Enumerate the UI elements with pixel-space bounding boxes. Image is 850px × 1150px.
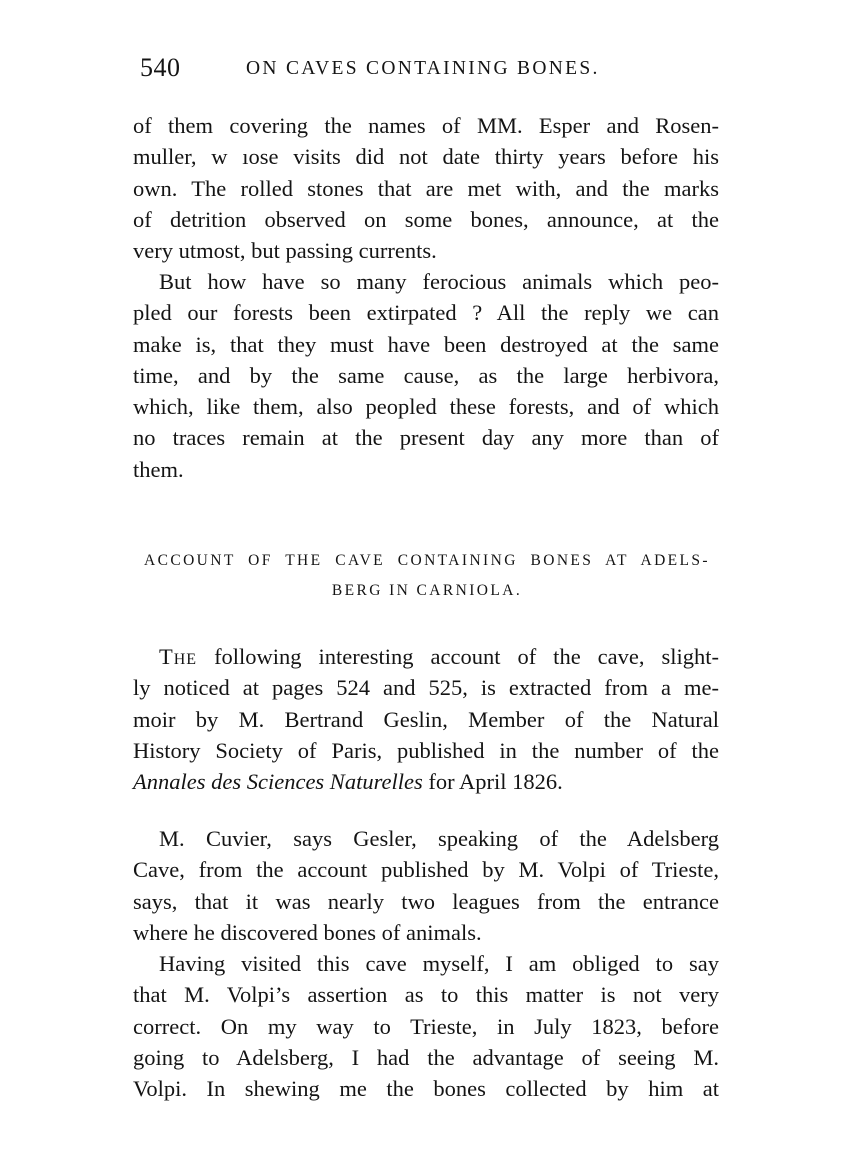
text-line: Having visited this cave myself, I am obliged to say xyxy=(159,951,719,976)
lead-word: The xyxy=(159,644,198,669)
paragraph-2 xyxy=(133,266,719,485)
text-line: own. The rolled stones that are met with, and the marks xyxy=(133,175,719,201)
text-line: them. xyxy=(133,456,184,482)
text-line: Volpi. In shewing me the bones collected by him at xyxy=(133,1076,719,1102)
journal-title: Annales des Sciences Naturelles xyxy=(133,769,423,795)
text-line: no traces remain at the present day any more than of xyxy=(133,425,719,451)
paragraph-3 xyxy=(133,641,719,797)
text-line: says, that it was nearly two leagues from the entrance xyxy=(133,888,719,914)
text-line: where he discovered bones of animals. xyxy=(133,919,482,945)
text-line: of detrition observed on some bones, announce, at the xyxy=(133,206,719,232)
paragraph-4 xyxy=(133,823,719,948)
text-line xyxy=(133,641,719,672)
text-line: make is, that they must have been destroyed at the same xyxy=(133,331,719,357)
text-line: moir by M. Bertrand Geslin, Member of the Natural xyxy=(133,706,719,732)
text-line: which, like them, also peopled these forests, and of which xyxy=(133,394,719,420)
text-line: time, and by the same cause, as the large herbivora, xyxy=(133,362,719,388)
section-heading xyxy=(144,546,710,606)
paragraph-5 xyxy=(133,948,719,1104)
section-heading-line-2: BERG IN CARNIOLA. xyxy=(331,582,523,599)
text-line: Cave, from the account published by M. Volpi of Trieste, xyxy=(133,857,719,883)
text-line: of them covering the names of MM. Esper and Rosen- xyxy=(133,113,719,138)
page-number: 540 xyxy=(140,53,181,82)
text-line: But how have so many ferocious animals which peo- xyxy=(159,269,719,294)
text-fragment: for April 1826. xyxy=(422,769,563,795)
text-line: History Society of Paris, published in the number of the xyxy=(133,737,719,763)
text-fragment: following interesting account of the cave, slight- xyxy=(197,644,719,669)
running-head: ON CAVES CONTAINING BONES. xyxy=(246,58,600,79)
section-heading-line-1: ACCOUNT OF THE CAVE CONTAINING BONES AT ADELS- xyxy=(144,552,710,569)
paragraph-1 xyxy=(133,110,719,266)
text-line: pled our forests been extirpated ? All the reply we can xyxy=(133,300,719,326)
text-line: very utmost, but passing currents. xyxy=(133,238,437,264)
text-line: ly noticed at pages 524 and 525, is extracted from a me- xyxy=(133,675,719,701)
text-line: M. Cuvier, says Gesler, speaking of the Adelsberg xyxy=(159,826,719,851)
text-line: going to Adelsberg, I had the advantage of seeing M. xyxy=(133,1044,719,1070)
page-header xyxy=(136,52,718,84)
text-line: muller, w ıose visits did not date thirty years before his xyxy=(133,144,719,170)
text-line: that M. Volpi’s assertion as to this matter is not very xyxy=(133,982,719,1008)
text-line xyxy=(133,766,719,797)
text-line: correct. On my way to Trieste, in July 1823, before xyxy=(133,1013,719,1039)
